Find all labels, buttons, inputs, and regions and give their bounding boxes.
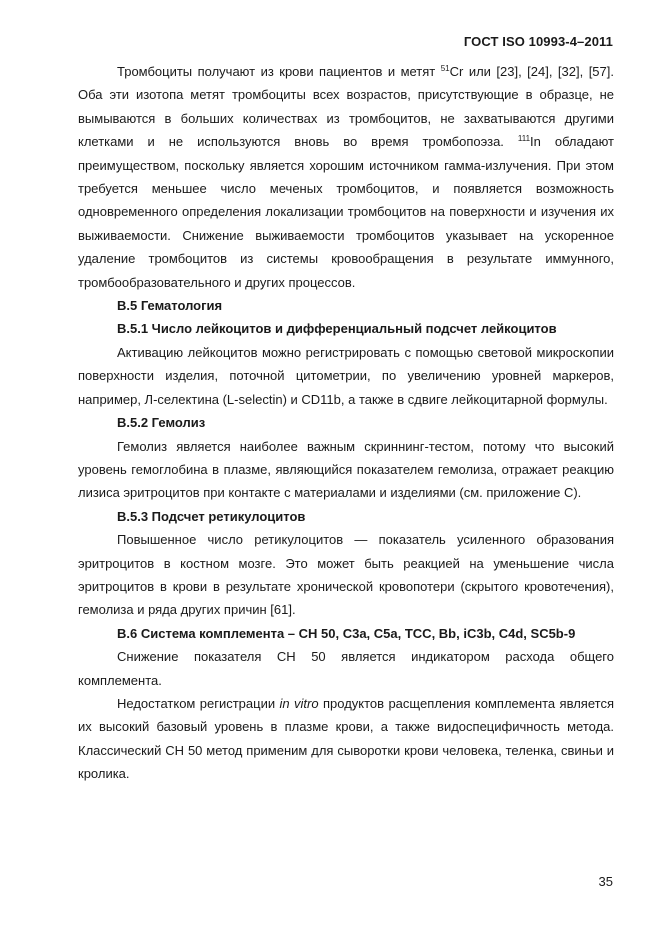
paragraph-b52: Гемолиз является наиболее важным скриннинг-тестом, потому что высокий уровень гемоглобина в плазме, являющийся показателем гемолиза, отражает реакцию лизиса эритроцитов при контакте с материалами и изделиями (см. приложение С).	[78, 438, 614, 501]
document-header: ГОСТ ISO 10993-4–2011	[463, 34, 613, 49]
paragraph-platelets: Тромбоциты получают из крови пациентов и метят $^{51}$Cr или [23], [24], [32], [57]. Оба эти изотопа метят тромбоциты всех возрастов, присутствующие в образце, не вымываются в больших количествах из тромбоцитов, не захватываются другими клетками и не используются вновь во время тромбопоэза. $^{111}$In обладают преимуществом, поскольку является хорошим источником гамма-излучения. При этом требуется меньшее число меченых тромбоцитов, и появляется возможность одновременного определения локализации тромбоцитов на поверхности и изучения их выживаемости. Снижение выживаемости тромбоцитов указывает на ускоренное удаление тромбоцитов из системы кровообращения в результате иммунного, тромбообразовательного и других процессов.	[78, 64, 614, 290]
paragraph-b6a: Снижение показателя СН 50 является индикатором расхода общего комплемента.	[78, 649, 614, 688]
section-heading-b51: В.5.1 Число лейкоцитов и дифференциальный подсчет лейкоцитов	[117, 321, 557, 337]
section-heading-b6: В.6 Система комплемента – СН 50, C3a, C5a, TCC, Bb, iC3b, C4d, SC5b-9	[117, 625, 576, 641]
section-heading-b5: В.5 Гематология	[117, 298, 223, 314]
document-body	[78, 60, 614, 786]
section-heading-b53: В.5.3 Подсчет ретикулоцитов	[117, 508, 306, 524]
page-number: 35	[598, 874, 613, 889]
section-heading-b52: В.5.2 Гемолиз	[117, 415, 206, 431]
paragraph-b53: Повышенное число ретикулоцитов — показатель усиленного образования эритроцитов в костном мозге. Это может быть реакцией на уменьшение числа эритроцитов в крови в результате хронической кровопотери (скрытого кровотечения), гемолиза и ряда других причин [61].	[78, 532, 614, 618]
paragraph-b6b: Недостатком регистрации in vitro продуктов расщепления комплемента является их высокий базовый уровень в плазме крови, а также видоспецифичность метода. Классический СН 50 метод применим для сыворотки крови человека, теленка, свиньи и кролика.	[78, 695, 614, 782]
paragraph-b51: Активацию лейкоцитов можно регистрировать с помощью световой микроскопии поверхности изделия, поточной цитометрии, по увеличению уровней маркеров, например, Л-селектина (L-selectin) и CD11b, а также в сдвиге лейкоцитарной формулы.	[78, 344, 614, 407]
